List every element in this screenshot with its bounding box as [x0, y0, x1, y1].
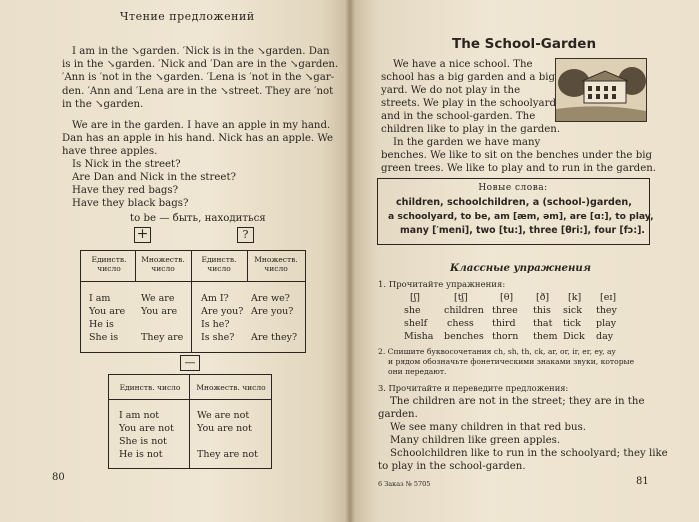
text-line: We are in the garden. I have an apple in my hand.	[72, 120, 331, 131]
page-number-left: 80	[52, 472, 65, 483]
phonetic-word: Misha	[404, 331, 434, 342]
table-cell: You are not	[197, 423, 252, 434]
table-cell: They are	[141, 332, 184, 343]
text-line: We have a nice school. The	[393, 59, 533, 70]
phonetic-word: three	[492, 305, 518, 316]
column-header: Множеств. число	[141, 255, 185, 273]
text-line: streets. We play in the schoolyard	[381, 98, 557, 109]
text-line: Many children like green apples.	[390, 435, 561, 446]
phonetic-word: that	[533, 318, 553, 329]
exercise-2-line: 2. Спишите буквосочетания ch, sh, th, ck, ar, or, ir, er, ey, ay	[378, 347, 616, 356]
text-line: yard. We do not play in the	[381, 85, 521, 96]
text-line: den. ′Ann and ′Lena are in the ↘street. They are ′not	[62, 86, 334, 97]
text-line: The children are not in the street; they are in the	[390, 396, 645, 407]
phonetic-word: chess	[447, 318, 474, 329]
table-cell: Are we?	[251, 293, 290, 304]
text-line: Dan has an apple in his hand. Nick has an apple. We	[62, 133, 334, 144]
phonetic-header: [eɪ]	[600, 292, 617, 303]
phonetic-word: them	[533, 331, 558, 342]
new-words-heading: Новые слова:	[478, 183, 548, 193]
text-line: I am in the ↘garden. ′Nick is in the ↘garden. Dan	[72, 46, 330, 57]
page-title: The School-Garden	[452, 36, 597, 52]
text-line: Have they black bags?	[72, 198, 189, 209]
phonetic-header: [k]	[568, 292, 582, 303]
table-cell: You are not	[119, 423, 174, 434]
table-cell: They are not	[197, 449, 258, 460]
school-building-icon	[556, 59, 646, 121]
text-line: Have they red bags?	[72, 185, 179, 196]
column-header: Единств. число	[91, 255, 127, 273]
minus-icon: —	[184, 356, 196, 369]
school-illustration	[555, 58, 647, 122]
exercise-3-label: 3. Прочитайте и переведите предложения:	[378, 383, 569, 393]
table-cell: I am not	[119, 410, 160, 421]
phonetic-word: thorn	[492, 331, 519, 342]
table-cell: Are they?	[251, 332, 298, 343]
column-header: Множеств. число	[254, 255, 298, 273]
text-line: have three apples.	[62, 146, 158, 157]
text-line: ′Ann is ′not in the ↘garden. ′Lena is ′not in the ↘gar-	[62, 72, 335, 83]
question-sign-box	[237, 227, 254, 243]
right-page	[350, 0, 699, 522]
text-line: We see many children in that red bus.	[390, 422, 587, 433]
phonetic-word: this	[533, 305, 551, 316]
phonetic-word: third	[492, 318, 516, 329]
text-line: In the garden we have many	[393, 137, 541, 148]
phonetic-word: sick	[563, 305, 582, 316]
table-cell: He is	[89, 319, 114, 330]
table-cell: We are not	[197, 410, 250, 421]
column-header: Единств. число	[201, 255, 237, 273]
column-header: Множеств. число	[196, 383, 266, 392]
table-cell: We are	[141, 293, 175, 304]
text-line: Schoolchildren like to run in the schoolyard; they like	[390, 448, 668, 459]
table-cell: He is not	[119, 449, 163, 460]
text-line: Is Nick in the street?	[72, 159, 181, 170]
to-be-table-negative	[108, 374, 272, 469]
footer-note: 6 Заказ № 5705	[378, 480, 431, 488]
column-header: Единств. число	[119, 383, 181, 392]
text-line: is in the ↘garden. ′Nick and ′Dan are in the ↘garden.	[62, 59, 339, 70]
phonetic-header: [θ]	[500, 292, 514, 303]
new-words-line: many [′meni], two [tu:], three [θri:], four [fɔ:].	[400, 225, 645, 236]
phonetic-word: day	[596, 331, 614, 342]
new-words-line: a schoolyard, to be, am [æm, əm], are [ɑ:], to play,	[388, 211, 654, 222]
plus-icon: +	[136, 226, 149, 242]
text-line: school has a big garden and a big	[381, 72, 556, 83]
phonetic-word: tick	[563, 318, 581, 329]
left-heading: Чтение предложений	[120, 10, 255, 23]
question-icon: ?	[242, 228, 249, 241]
phonetic-word: play	[596, 318, 617, 329]
table-cell: I am	[89, 293, 111, 304]
phonetic-word: children	[444, 305, 484, 316]
table-cell: She is not	[119, 436, 167, 447]
table-cell: Is he?	[201, 319, 230, 330]
text-line: green trees. We like to play and to run in the garden.	[381, 163, 657, 174]
phonetic-word: she	[404, 305, 421, 316]
table-cell: You are	[141, 306, 178, 317]
phonetic-header: [ð]	[536, 292, 550, 303]
text-line: and in the school-garden. The	[381, 111, 536, 122]
exercise-2-line: они передают.	[388, 367, 447, 376]
phonetic-word: benches	[444, 331, 484, 342]
phonetic-header: [tʃ]	[454, 292, 468, 303]
text-line: Are Dan and Nick in the street?	[72, 172, 237, 183]
page-number-right: 81	[636, 476, 649, 487]
text-line: in the ↘garden.	[62, 99, 144, 110]
plus-sign-box	[134, 227, 151, 243]
text-line: benches. We like to sit on the benches under the big	[381, 150, 652, 161]
text-line: garden.	[378, 409, 418, 420]
minus-sign-box	[180, 355, 200, 371]
table-cell: Are you?	[201, 306, 244, 317]
book-gutter	[345, 0, 355, 522]
exercises-heading: Классные упражнения	[450, 262, 591, 274]
text-line: to play in the school-garden.	[378, 461, 526, 472]
to-be-table-affirmative-question	[80, 250, 306, 353]
new-words-box	[377, 178, 654, 245]
table-cell: Is she?	[201, 332, 235, 343]
new-words-line: children, schoolchildren, a (school-)garden,	[396, 197, 632, 208]
to-be-line: to be — быть, находиться	[130, 213, 266, 224]
phonetic-header: [ʃ]	[410, 292, 420, 303]
table-cell: She is	[89, 332, 119, 343]
exercise-2-line: и рядом обозначьте фонетическими знаками звуки, которые	[388, 357, 635, 366]
exercise-1-label: 1. Прочитайте упражнения:	[378, 280, 506, 290]
text-line: children like to play in the garden.	[381, 124, 561, 135]
table-cell: Are you?	[251, 306, 294, 317]
phonetic-word: they	[596, 305, 617, 316]
table-cell: You are	[89, 306, 126, 317]
phonetic-word: shelf	[404, 318, 428, 329]
table-cell: Am I?	[201, 293, 229, 304]
phonetic-word: Dick	[563, 331, 585, 342]
